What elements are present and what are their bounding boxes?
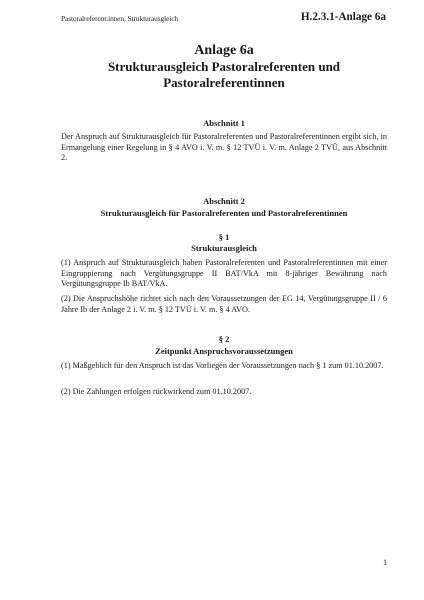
paragraph-2-title: Zeitpunkt Anspruchsvoraussetzungen [155, 346, 293, 356]
paragraph-1-number: § 1 [218, 232, 230, 242]
paragraph-2-item-2: (2) Die Zahlungen erfolgen rückwirkend zum 01.10.2007. [61, 387, 252, 396]
paragraph-1-item-1: (1) Anspruch auf Strukturausgleich haben Pastoralreferenten und Pastoralreferentinnen mit einer Eingruppierung nach Vergütungsgruppe II BAT/VkA mit 8-jähriger Bewährung nach Vergütungsgruppe Ib BAT/VkA. [61, 258, 387, 289]
page-number: 1 [383, 558, 388, 567]
running-header-right: H.2.3.1-Anlage 6a [300, 11, 386, 23]
paragraph-2-item-1: (1) Maßgeblich für den Anspruch ist das Vorliegen der Voraussetzungen nach § 1 zum 01.10.2007. [61, 361, 384, 370]
abschnitt-1-text: Der Anspruch auf Strukturausgleich für Pastoralreferenten und Pastoralreferentinnen ergibt sich, in Ermangelung einer Regelung in § 4 AVO i. V. m. § 12 TVÜ i. V. m. Anlage 2 TVÜ, aus Abschnitt 2. [61, 132, 387, 163]
paragraph-1-title: Strukturausgleich [191, 243, 257, 253]
abschnitt-1-heading: Abschnitt 1 [203, 118, 245, 128]
title-line-3: Pastoralreferentinnen [163, 75, 285, 90]
running-header-left: Pastoralreferent:innen. Strukturausgleich [61, 14, 178, 23]
paragraph-1-item-2: (2) Die Anspruchshöhe richtet sich nach den Voraussetzungen der EG 14, Vergütungsgruppe II / 6 Jahre Ib der Anlage 2 i. V. m. § 12 TVÜ i. V. m. § 4 AVO. [61, 294, 387, 314]
abschnitt-2-subheading: Strukturausgleich für Pastoralreferenten und Pastoralreferentinnen [100, 208, 348, 218]
document-title [61, 42, 387, 91]
title-line-2: Strukturausgleich Pastoralreferenten und [107, 59, 341, 74]
abschnitt-2-heading: Abschnitt 2 [203, 196, 245, 206]
title-line-1: Anlage 6a [194, 43, 254, 58]
paragraph-2-number: § 2 [218, 334, 230, 344]
